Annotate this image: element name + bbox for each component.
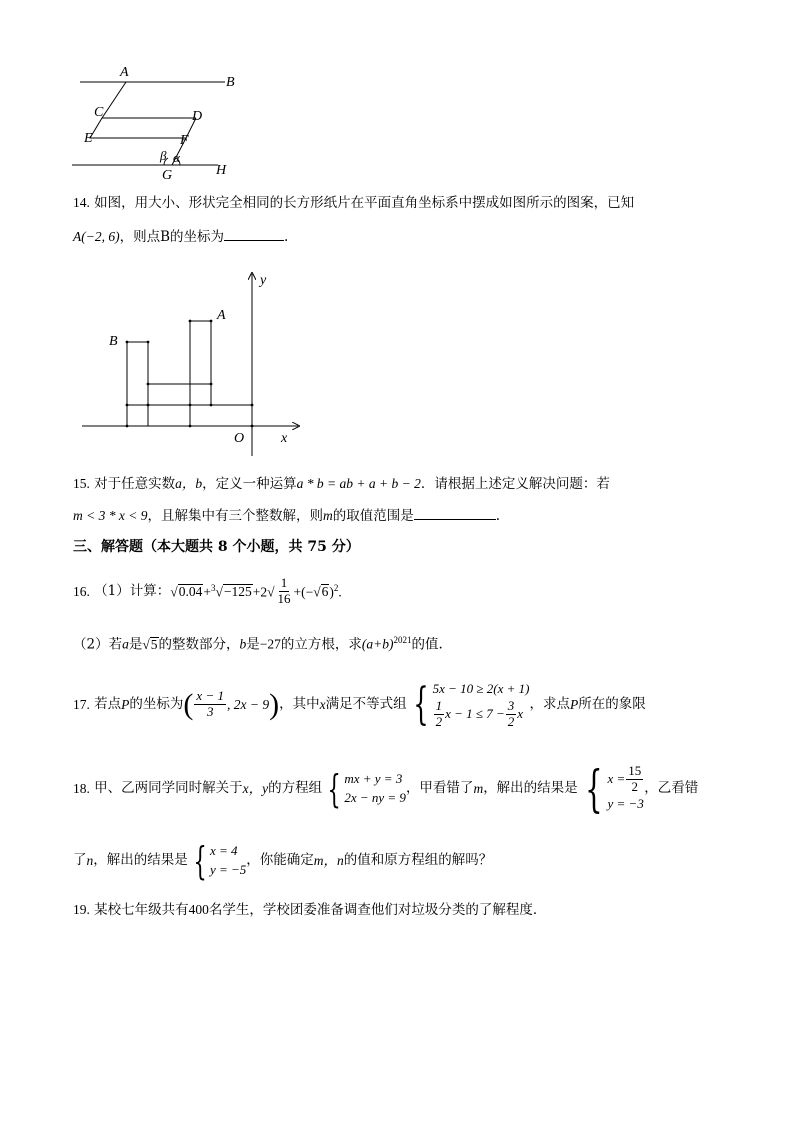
question-14-line2: A(−2, 6)，则点B的坐标为 .: [73, 229, 289, 245]
label-g: G: [162, 168, 173, 182]
question-16-part1: 16. （1）计算： √0.04+$^3$√−125+2√ $\frac{1}{16}$ $+(-√6)^2$.: [73, 575, 342, 606]
question-19: 19. 某校七年级共有400名学生，学校团委准备调查他们对垃圾分类的了解程度．: [73, 902, 547, 918]
label-origin: O: [234, 431, 245, 446]
label-y: y: [260, 273, 267, 288]
rect-right-tall: [190, 321, 211, 405]
label-e: E: [84, 131, 93, 146]
rect-middle: [148, 384, 211, 405]
inequality-system-17: { 5x − 10 ≥ 2(x + 1) $\frac{1}{2}$ x − 1 ≤ 7 − $\frac{3}{2}$ x: [412, 678, 530, 730]
answer-blank-14[interactable]: [224, 239, 284, 241]
label-d: D: [192, 109, 203, 124]
segment-ac: [102, 82, 126, 118]
rect-left-tall: [127, 342, 148, 426]
label-alpha: α: [173, 150, 180, 165]
question-18: 18. 甲、乙两同学同时解关于 x，y 的方程组 { mx + y = 3 2x − ny = 9 ，甲看错了 m ，解出的结果是 { x = $\frac{15}{2}$ y = −3 ，乙看错: [73, 760, 699, 818]
solution-jia-18: { x = $\frac{15}{2}$ y = −3: [584, 760, 644, 818]
label-x: x: [281, 431, 288, 446]
answer-blank-15[interactable]: [414, 518, 496, 520]
equation-system-18: { mx + y = 3 2x − ny = 9: [327, 767, 406, 811]
label-point-b: B: [109, 334, 118, 349]
solution-yi-18: { x = 4 y = −5: [193, 839, 247, 883]
label-h: H: [216, 163, 227, 178]
question-16-part2: （2）若a是√5的整数部分，b是−27的立方根，求$(a+b)^{2021}$的值.: [73, 635, 443, 653]
question-15: 15. 对于任意实数a，b，定义一种运算a * b = ab + a + b − 2．请根据上述定义解决问题：若: [73, 476, 610, 492]
label-a: A: [120, 65, 129, 80]
section-title: 三、解答题（本大题共 8 个小题，共 75 分）: [73, 539, 360, 555]
parallel-lines-figure: [60, 60, 260, 182]
question-17: 17. 若点 P 的坐标为 ( $\frac{x - 1}{3}$ , 2x − 9 ) ，其中 x 满足不等式组 { 5x − 10 ≥ 2(x + 1) $\frac{1}{2}$ x − 1 ≤ 7 − $\frac{3}{2}$ x ，求点 P 所在的象限: [73, 678, 646, 730]
label-beta: β: [160, 148, 167, 163]
question-15-line2: m < 3 * x < 9，且解集中有三个整数解，则m的取值范围是 .: [73, 508, 501, 524]
label-f: F: [180, 133, 189, 148]
expression-16-1: √0.04+$^3$√−125+2√: [170, 582, 275, 600]
label-b: B: [226, 75, 235, 90]
rectangles-coordinate-figure: [76, 268, 306, 458]
question-18-line2: 了 n ，解出的结果是 { x = 4 y = −5 ，你能确定 m，n 的值和原方程组的解吗？: [73, 839, 493, 883]
label-point-a: A: [217, 308, 226, 323]
label-c: C: [94, 105, 104, 120]
question-14: 14. 如图，用大小、形状完全相同的长方形纸片在平面直角坐标系中摆成如图所示的图案，已知: [73, 195, 635, 211]
